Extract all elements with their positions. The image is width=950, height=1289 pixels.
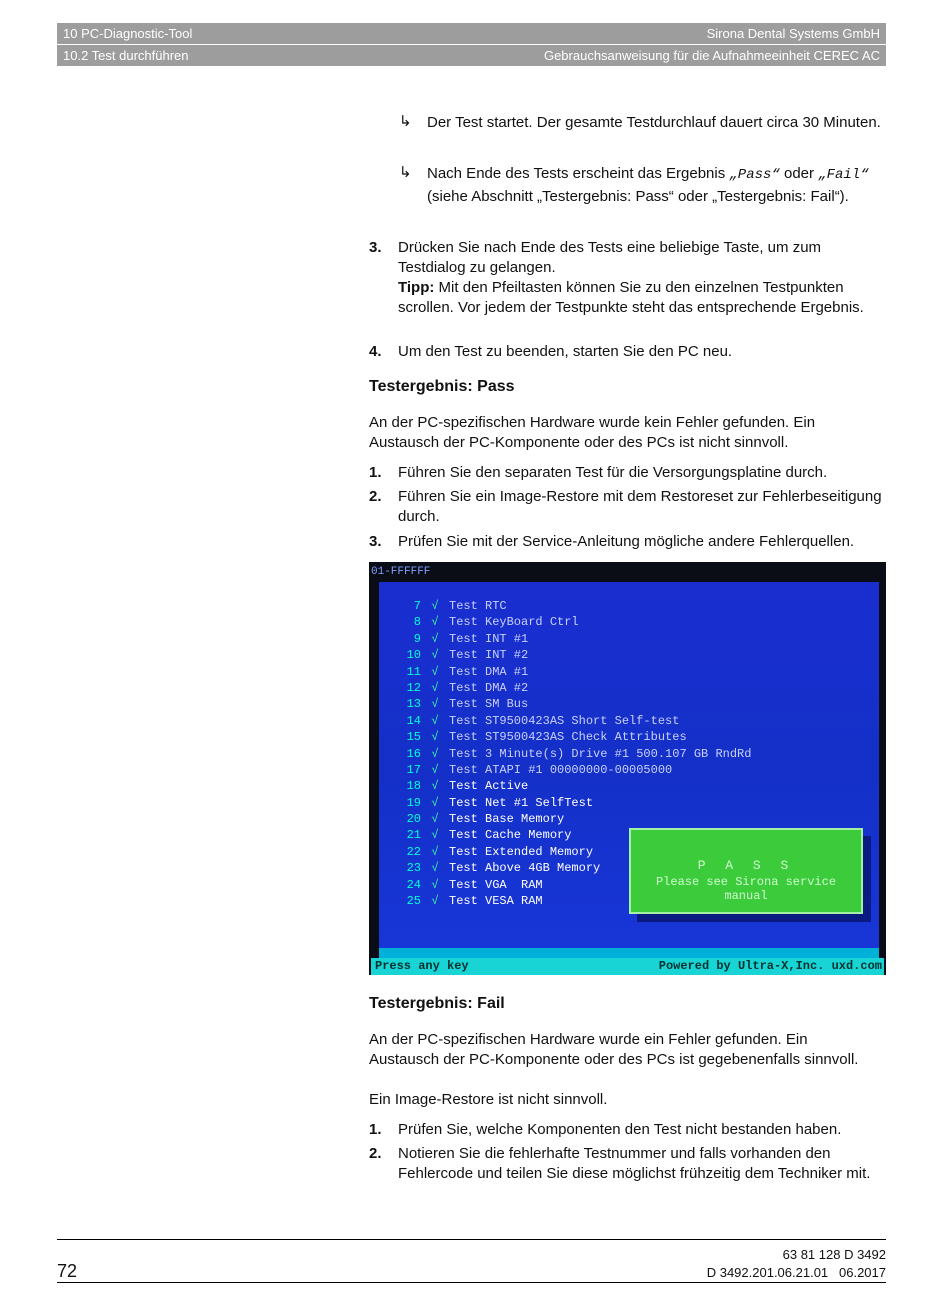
pass-paragraph: An der PC-spezifischen Hardware wurde kein Fehler gefunden. Ein Austausch der PC-Komponente oder des PCs ist nicht sinnvoll. xyxy=(369,414,816,451)
status-right: Powered by Ultra-X,Inc. uxd.com xyxy=(658,959,882,973)
test-row xyxy=(389,696,751,712)
test-row xyxy=(389,713,751,729)
test-name: Test Cache Memory xyxy=(449,828,572,843)
check-icon: √ xyxy=(431,877,439,892)
test-number: 13 xyxy=(406,697,421,712)
diagnostic-screen xyxy=(379,582,879,958)
step-text: Notieren Sie die fehlerhafte Testnummer und falls vorhanden den Fehlercode und teilen Sie diese möglichst frühzeitig dem Techniker mit. xyxy=(398,1145,871,1182)
test-number: 25 xyxy=(406,894,421,909)
doc-number: 63 81 128 D 3492 xyxy=(782,1247,886,1262)
test-row xyxy=(389,795,751,811)
test-name: Test DMA #1 xyxy=(449,664,529,679)
manual-title: Gebrauchsanweisung für die Aufnahmeeinheit CEREC AC xyxy=(543,48,880,63)
fail-paragraph: An der PC-spezifischen Hardware wurde ein Fehler gefunden. Ein Austausch der PC-Komponente oder des PCs ist gegebenenfalls sinnvoll. xyxy=(369,1031,859,1068)
code-fail: „Fail“ xyxy=(818,167,869,183)
test-name: Test ST9500423AS Short Self-test xyxy=(449,713,680,728)
test-number: 12 xyxy=(406,680,421,695)
test-name: Test Active xyxy=(449,779,529,794)
step-text: Prüfen Sie mit der Service-Anleitung mögliche andere Fehlerquellen. xyxy=(398,533,855,550)
test-row xyxy=(389,778,751,794)
section-heading-fail: Testergebnis: Fail xyxy=(369,995,505,1012)
test-number: 22 xyxy=(406,844,421,859)
test-name: Test SM Bus xyxy=(449,697,529,712)
chapter-title: 10 PC-Diagnostic-Tool xyxy=(63,26,193,41)
pass-dialog xyxy=(629,828,863,914)
step-number: 1. xyxy=(369,464,382,481)
tip-label: Tipp: xyxy=(398,279,435,296)
test-name: Test Above 4GB Memory xyxy=(449,861,601,876)
step-number: 3. xyxy=(369,533,382,550)
check-icon: √ xyxy=(431,861,439,876)
section-heading-pass: Testergebnis: Pass xyxy=(369,378,515,395)
check-icon: √ xyxy=(431,631,439,646)
check-icon: √ xyxy=(431,746,439,761)
step-text: Um den Test zu beenden, starten Sie den PC neu. xyxy=(398,343,733,360)
test-name: Test VESA RAM xyxy=(449,894,543,909)
test-name: Test Net #1 SelfTest xyxy=(449,795,594,810)
step-number: 1. xyxy=(369,1121,382,1138)
step-text: Führen Sie den separaten Test für die Versorgungsplatine durch. xyxy=(398,464,828,481)
test-number: 24 xyxy=(406,877,421,892)
test-number: 20 xyxy=(406,812,421,827)
result-arrow-icon: ↳ xyxy=(399,164,412,181)
step-number: 3. xyxy=(369,239,382,256)
check-icon: √ xyxy=(431,713,439,728)
pass-title: P A S S xyxy=(697,858,795,873)
step-text: Drücken Sie nach Ende des Tests eine beliebige Taste, um zum Testdialog zu gelangen. Tipp: Mit den Pfeiltasten können Sie zu den einzelnen Testpunkten scrollen. Vor jedem der Testpunkte steht das entsprechende Ergebnis. xyxy=(398,239,864,316)
step-text: Prüfen Sie, welche Komponenten den Test nicht bestanden haben. xyxy=(398,1121,842,1138)
status-bar xyxy=(371,958,884,975)
step-text: Führen Sie ein Image-Restore mit dem Restoreset zur Fehlerbeseitigung durch. xyxy=(398,488,882,525)
test-row xyxy=(389,631,751,647)
footer-top-rule xyxy=(57,1239,886,1240)
check-icon: √ xyxy=(431,779,439,794)
test-row xyxy=(389,729,751,745)
check-icon: √ xyxy=(431,680,439,695)
screen-bottom-bar xyxy=(379,948,879,958)
diagnostic-screenshot xyxy=(369,562,886,975)
test-row xyxy=(389,746,751,762)
test-number: 8 xyxy=(413,615,421,630)
test-number: 10 xyxy=(406,648,421,663)
test-number: 11 xyxy=(406,664,421,679)
test-number: 7 xyxy=(413,599,421,613)
fail-paragraph-2: Ein Image-Restore ist nicht sinnvoll. xyxy=(369,1091,608,1108)
page-number: 72 xyxy=(57,1261,78,1281)
test-row xyxy=(389,598,751,614)
test-row xyxy=(389,811,751,827)
test-row xyxy=(389,647,751,663)
check-icon: √ xyxy=(431,762,439,777)
test-number: 15 xyxy=(406,730,421,745)
result-arrow-icon: ↳ xyxy=(399,113,412,130)
test-number: 17 xyxy=(406,762,421,777)
test-name: Test INT #2 xyxy=(449,648,529,663)
section-title: 10.2 Test durchführen xyxy=(63,48,189,63)
test-name: Test VGA RAM xyxy=(449,877,543,892)
check-icon: √ xyxy=(431,648,439,663)
test-row xyxy=(389,762,751,778)
pass-message: Please see Sirona service manual xyxy=(655,875,837,903)
check-icon: √ xyxy=(431,599,439,613)
screen-code: 01-FFFFFF xyxy=(371,566,431,578)
test-number: 21 xyxy=(406,828,421,843)
test-number: 23 xyxy=(406,861,421,876)
test-name: Test ATAPI #1 00000000-00005000 xyxy=(449,762,673,777)
test-number: 9 xyxy=(413,631,421,646)
test-name: Test ST9500423AS Check Attributes xyxy=(449,730,687,745)
test-number: 19 xyxy=(406,795,421,810)
test-number: 16 xyxy=(406,746,421,761)
check-icon: √ xyxy=(431,812,439,827)
check-icon: √ xyxy=(431,697,439,712)
test-row xyxy=(389,664,751,680)
check-icon: √ xyxy=(431,664,439,679)
footer-bottom-rule xyxy=(57,1282,886,1283)
test-row xyxy=(389,680,751,696)
step-number: 4. xyxy=(369,343,382,360)
step-number: 2. xyxy=(369,488,382,505)
check-icon: √ xyxy=(431,894,439,909)
tip-text: Mit den Pfeiltasten können Sie zu den einzelnen Testpunkten scrollen. Vor jedem der Testpunkte steht das entsprechende Ergebnis. xyxy=(398,279,864,316)
check-icon: √ xyxy=(431,615,439,630)
check-icon: √ xyxy=(431,730,439,745)
test-name: Test RTC xyxy=(449,599,507,613)
test-number: 14 xyxy=(406,713,421,728)
check-icon: √ xyxy=(431,795,439,810)
check-icon: √ xyxy=(431,844,439,859)
test-row xyxy=(389,614,751,630)
test-name: Test 3 Minute(s) Drive #1 500.107 GB RndRd xyxy=(449,746,752,761)
result-text: Nach Ende des Tests erscheint das Ergebnis „Pass“ oder „Fail“ (siehe Abschnitt „Testergebnis: Pass“ oder „Testergebnis: Fail“). xyxy=(427,165,869,205)
code-pass: „Pass“ xyxy=(729,167,780,183)
doc-revision: D 3492.201.06.21.01 06.2017 xyxy=(706,1265,886,1280)
company-name: Sirona Dental Systems GmbH xyxy=(706,26,880,41)
test-name: Test DMA #2 xyxy=(449,680,529,695)
step-number: 2. xyxy=(369,1145,382,1162)
test-name: Test Base Memory xyxy=(449,812,565,827)
test-name: Test INT #1 xyxy=(449,631,529,646)
test-name: Test Extended Memory xyxy=(449,844,594,859)
page-header xyxy=(57,23,886,66)
status-left: Press any key xyxy=(375,959,469,973)
result-text: Der Test startet. Der gesamte Testdurchlauf dauert circa 30 Minuten. xyxy=(427,114,881,131)
test-name: Test KeyBoard Ctrl xyxy=(449,615,579,630)
check-icon: √ xyxy=(431,828,439,843)
test-number: 18 xyxy=(406,779,421,794)
